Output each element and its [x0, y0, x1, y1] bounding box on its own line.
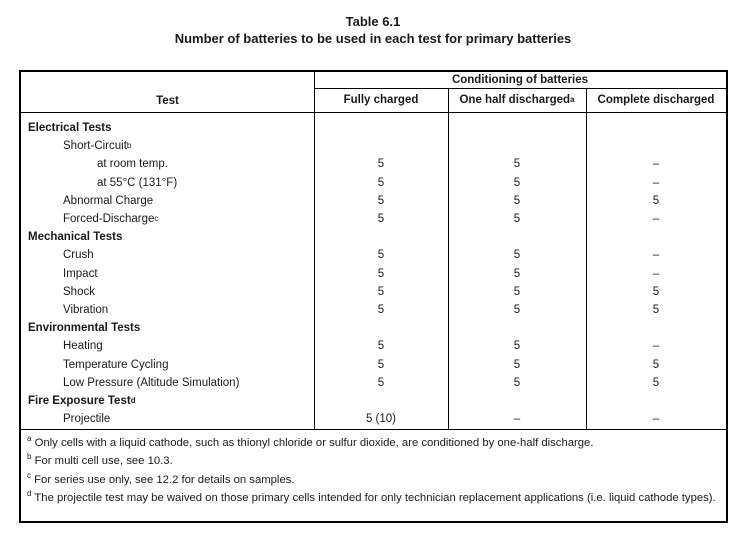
cell-value: [448, 392, 586, 410]
row-label: Impact: [63, 267, 98, 280]
header-one-half-discharged: One half discharged a: [459, 94, 575, 106]
footnote: $^a$ Only cells with a liquid cathode, such as thionyl chloride or sulfur dioxide, are conditioned by one-half discharge.: [27, 434, 594, 449]
grid-line-vertical: [448, 88, 449, 429]
cell-value: 5: [377, 340, 385, 353]
row-label: at room temp.: [97, 158, 168, 171]
cell-value: [314, 319, 448, 337]
grid-line-horizontal: [21, 112, 726, 113]
cell-value: –: [652, 213, 660, 226]
cell-value: –: [652, 267, 660, 280]
grid-line-vertical: [586, 88, 587, 429]
row-label: Heating: [63, 340, 103, 353]
cell-value: [448, 119, 586, 137]
cell-value: –: [652, 158, 660, 171]
cell-value: 5: [377, 213, 385, 226]
cell-value: [314, 137, 448, 155]
cell-value: 5: [513, 340, 521, 353]
cell-value: [314, 392, 448, 410]
cell-value: 5: [513, 303, 521, 316]
cell-value: 5: [377, 194, 385, 207]
header-col-label: Fully charged: [343, 94, 419, 106]
cell-value: 5: [377, 267, 385, 280]
cell-value: 5: [377, 285, 385, 298]
row-label: Fire Exposure Test d: [28, 394, 136, 407]
row-label: Electrical Tests: [28, 122, 112, 135]
cell-value: –: [652, 249, 660, 262]
cell-value: 5: [652, 358, 660, 371]
table-number: Table 6.1: [345, 14, 401, 29]
header-conditioning: [314, 72, 726, 88]
cell-value: 5: [513, 249, 521, 262]
table-body: [21, 112, 726, 429]
cell-value: [314, 228, 448, 246]
header-test: [21, 72, 314, 112]
cell-value: 5: [652, 303, 660, 316]
cell-value: [586, 319, 726, 337]
cell-value: 5: [513, 158, 521, 171]
grid-line-horizontal: [314, 88, 726, 89]
cell-value: –: [652, 413, 660, 426]
table-header: [21, 72, 726, 112]
cell-value: 5: [513, 194, 521, 207]
footnote: $^d$ The projectile test may be waived on those primary cells intended for only technician replacement applications (i.e. liquid cathode types).: [27, 489, 716, 504]
cell-value: 5: [513, 358, 521, 371]
footnote: $^b$ For multi cell use, see 10.3.: [27, 452, 173, 468]
row-label: Shock: [63, 285, 95, 298]
grid-line-horizontal: [21, 429, 726, 430]
cell-value: –: [652, 340, 660, 353]
header-conditioning-label: Conditioning of batteries: [451, 74, 589, 86]
row-label: Temperature Cycling: [63, 358, 169, 371]
cell-value: [586, 137, 726, 155]
batteries-table: [19, 70, 728, 523]
cell-value: [586, 119, 726, 137]
row-label: Forced-Discharge c: [63, 213, 159, 226]
cell-value: 5: [377, 249, 385, 262]
cell-value: [448, 137, 586, 155]
cell-value: 5: [652, 194, 660, 207]
row-label: Projectile: [63, 413, 111, 426]
table-title: Number of batteries to be used in each test for primary batteries: [174, 31, 572, 46]
cell-value: 5: [377, 303, 385, 316]
row-label: Environmental Tests: [28, 322, 141, 335]
cell-value: [448, 228, 586, 246]
cell-value: 5: [513, 267, 521, 280]
header-complete-discharged: [586, 88, 726, 112]
cell-value: 5: [513, 285, 521, 298]
header-col-label: One half discharged: [459, 94, 571, 106]
cell-value: 5: [377, 176, 385, 189]
row-label: Abnormal Charge: [63, 194, 154, 207]
grid-line-vertical: [314, 72, 315, 429]
cell-value: [314, 119, 448, 137]
table-caption: [0, 13, 746, 47]
cell-value: 5: [513, 376, 521, 389]
cell-value: –: [652, 176, 660, 189]
row-label: Short-Circuit b: [63, 140, 132, 153]
cell-value: 5 (10): [365, 413, 397, 426]
cell-value: 5: [377, 158, 385, 171]
row-label: at 55°C (131°F): [97, 176, 178, 189]
row-label: Low Pressure (Altitude Simulation): [63, 376, 240, 389]
cell-value: [586, 392, 726, 410]
cell-value: 5: [513, 213, 521, 226]
row-label: Crush: [63, 249, 94, 262]
cell-value: 5: [513, 176, 521, 189]
row-label: Vibration: [63, 303, 109, 316]
header-col-label: Complete discharged: [597, 94, 715, 106]
cell-value: 5: [377, 376, 385, 389]
cell-value: 5: [377, 358, 385, 371]
cell-value: 5: [652, 376, 660, 389]
cell-value: –: [513, 413, 521, 426]
cell-value: [586, 228, 726, 246]
footnote: $^c$ For series use only, see 12.2 for details on samples.: [27, 470, 295, 486]
header-fully-charged: [314, 88, 448, 112]
row-label: Mechanical Tests: [28, 231, 123, 244]
cell-value: 5: [652, 285, 660, 298]
cell-value: [448, 319, 586, 337]
header-test-label: Test: [156, 95, 179, 107]
footnotes: [21, 430, 726, 521]
